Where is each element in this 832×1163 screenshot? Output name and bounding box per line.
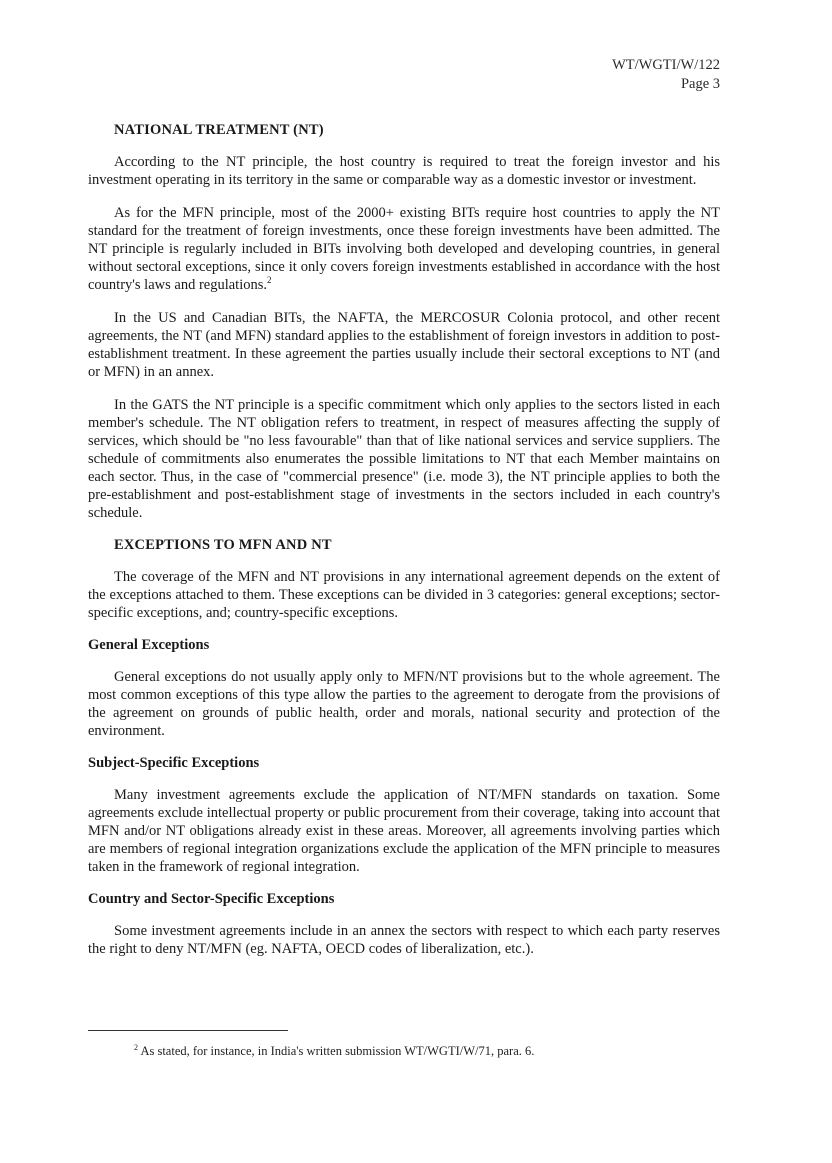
paragraph-nt-bits-text: As for the MFN principle, most of the 2000+ existing BITs require host countries to apply the NT standard for the treatment of foreign investments, once these foreign investments have been admitted. The NT principle is regularly included in BITs involving both developed and developing countries, in general without sectoral exceptions, since it only covers foreign investments established in accordance with the host country's laws and regulations. (88, 205, 720, 293)
document-symbol: WT/WGTI/W/122 (612, 57, 720, 73)
paragraph-nt-bits (88, 204, 720, 294)
paragraph-exceptions-coverage: The coverage of the MFN and NT provisions in any international agreement depends on the extent of the exceptions attached to them. These exceptions can be divided in 3 categories: general exceptions; sector-specific exceptions, and; country-specific exceptions. (88, 569, 720, 621)
subheading-subject-specific-exceptions: Subject-Specific Exceptions (88, 755, 260, 771)
footnote-text: As stated, for instance, in India's written submission WT/WGTI/W/71, para. 6. (140, 1044, 535, 1058)
paragraph-nt-gats: In the GATS the NT principle is a specific commitment which only applies to the sectors listed in each member's schedule. The NT obligation refers to treatment, in respect of measures affecting the supply of services, which should be "no less favourable" than that of like national services and service suppliers. The schedule of commitments also enumerates the possible limitations to NT that each Member maintains on each sector. Thus, in the case of "commercial presence" (i.e. mode 3), the NT principle applies to both the pre-establishment and post-establishment stage of investments in the sectors included in each country's schedule. (88, 397, 720, 521)
footnote-divider (88, 1030, 288, 1031)
subheading-general-exceptions: General Exceptions (88, 637, 210, 653)
footnote-reference[interactable]: 2 (267, 275, 272, 286)
document-body (88, 122, 720, 973)
footnote-number: 2 (134, 1042, 138, 1052)
section-heading-national-treatment: NATIONAL TREATMENT (NT) (114, 122, 324, 138)
paragraph-country-sector-exceptions: Some investment agreements include in an annex the sectors with respect to which each party reserves the right to deny NT/MFN (eg. NAFTA, OECD codes of liberalization, etc.). (88, 923, 720, 957)
footnote (134, 1043, 534, 1059)
paragraph-nt-definition: According to the NT principle, the host country is required to treat the foreign investor and his investment operating in its territory in the same or comparable way as a domestic investor or investment. (88, 154, 720, 188)
paragraph-subject-specific-exceptions: Many investment agreements exclude the application of NT/MFN standards on taxation. Some agreements exclude intellectual property or public procurement from their coverage, taking into account that MFN and/or NT obligations already exist in these areas. Moreover, all agreements involving parties which are members of regional integration organizations exclude the application of the MFN principle to measures taken in the framework of regional integration. (88, 787, 720, 875)
document-page (88, 0, 720, 1163)
page-header (612, 56, 720, 94)
paragraph-nt-nafta: In the US and Canadian BITs, the NAFTA, the MERCOSUR Colonia protocol, and other recent agreements, the NT (and MFN) standard applies to the establishment of foreign investors in addition to post-establishment treatment. In these agreement the parties usually include their sectoral exceptions to NT (and or MFN) in an annex. (88, 310, 720, 380)
paragraph-general-exceptions: General exceptions do not usually apply only to MFN/NT provisions but to the whole agreement. The most common exceptions of this type allow the parties to the agreement to derogate from the provisions of the agreement on grounds of public health, order and morals, national security and protection of the environment. (88, 669, 720, 739)
subheading-country-sector-exceptions: Country and Sector-Specific Exceptions (88, 891, 335, 907)
section-heading-exceptions: EXCEPTIONS TO MFN AND NT (114, 537, 332, 553)
page-number: Page 3 (680, 76, 720, 92)
